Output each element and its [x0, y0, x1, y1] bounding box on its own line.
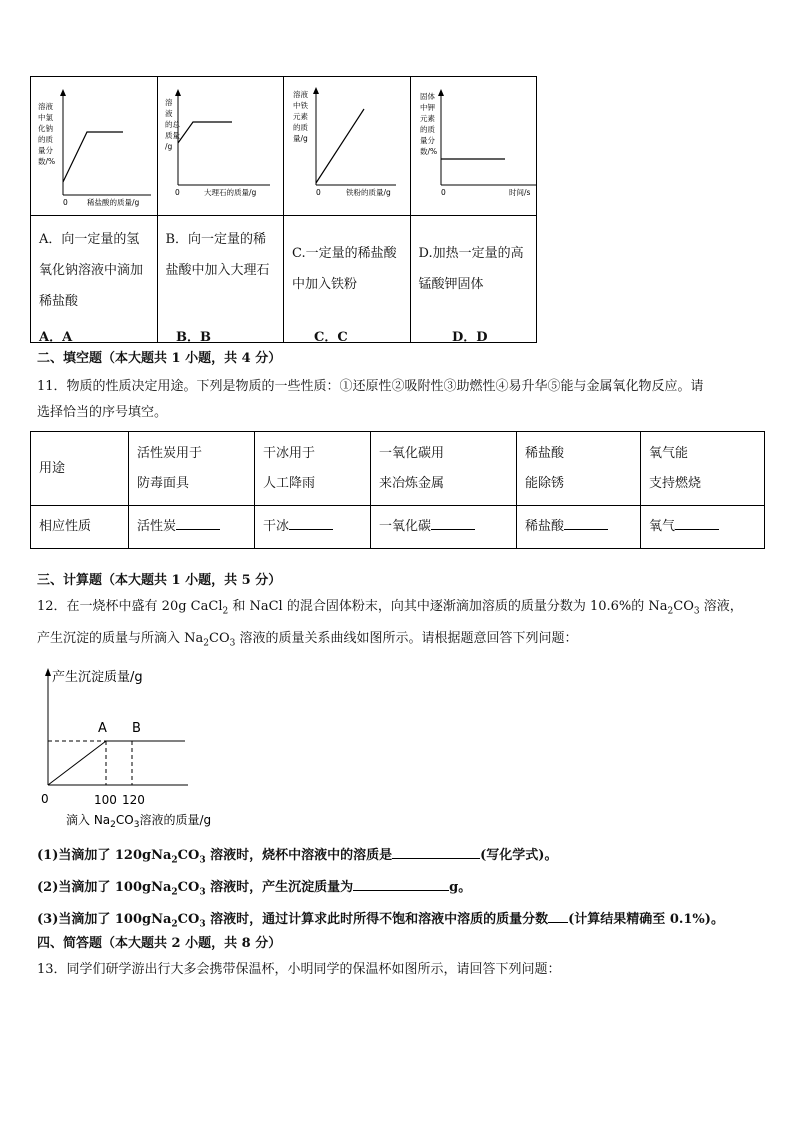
graph-d-ylabel-2: 中钾 — [419, 103, 435, 112]
q12-line-1: 12．在一烧杯中盛有 20g CaCl$_2$ 和 NaCl 的混合固体粉末，向其中逐渐滴加溶质的质量分数为 10.6%的 $Na_2CO_3$ 溶液， — [37, 599, 743, 617]
graph-cell-d — [410, 77, 537, 216]
use-carbon-monoxide: 一氧化碳用 来冶炼金属 — [371, 432, 517, 506]
point-b-label: B — [132, 721, 141, 736]
graph-d-ylabel-1: 固体 — [419, 92, 435, 101]
option-c-description: C.一定量的稀盐酸中加入铁粉 — [284, 216, 411, 343]
graph-a — [31, 77, 151, 211]
property-oxygen: 氧气 — [641, 506, 765, 549]
graph-b-ylabel-5: /g — [164, 142, 172, 151]
use-row-header: 用途 — [31, 432, 129, 506]
option-b[interactable]: B．B — [176, 330, 211, 345]
graph-c-origin: 0 — [316, 188, 321, 197]
graph-d-ylabel-3: 元素 — [419, 114, 435, 123]
tick-100: 100 — [94, 793, 117, 807]
option-d-description: D.加热一定量的高锰酸钾固体 — [410, 216, 537, 343]
answer-blank-1[interactable] — [392, 846, 480, 859]
option-a-description: A．向一定量的氢氧化钠溶液中滴加稀盐酸 — [31, 216, 158, 343]
property-dry-ice: 干冰 — [255, 506, 371, 549]
use-hydrochloric-acid: 稀盐酸 能除锈 — [517, 432, 641, 506]
q11-line-1: 11．物质的性质决定用途。下列是物质的一些性质：①还原性②吸附性③助燃性④易升华⑤能与金属氧化物反应。请 — [37, 379, 704, 394]
option-d[interactable]: D．D — [452, 330, 488, 345]
blank-hydrochloric-acid[interactable] — [564, 517, 608, 530]
graph-b-ylabel-3: 的总 — [164, 120, 180, 129]
graph-b-ylabel-1: 溶 — [164, 98, 172, 107]
graph-c-ylabel-5: 量/g — [293, 134, 308, 143]
blank-carbon-monoxide[interactable] — [431, 517, 475, 530]
graph-cell-c — [284, 77, 411, 216]
graph-a-xlabel: 稀盐酸的质量/g — [87, 198, 140, 207]
q11-line-2: 选择恰当的序号填空。 — [37, 405, 168, 420]
graph-c-ylabel-3: 元素 — [293, 112, 308, 121]
blank-oxygen[interactable] — [675, 517, 719, 530]
graph-cell-b — [157, 77, 284, 216]
blank-activated-carbon[interactable] — [176, 517, 220, 530]
q12-sub-1: (1)当滴加了 $120gNa_2CO_3$ 溶液时，烧杯中溶液中的溶质是 (写化学式)。 — [37, 848, 558, 866]
property-row-header: 相应性质 — [31, 506, 129, 549]
property-carbon-monoxide: 一氧化碳 — [371, 506, 517, 549]
graph-c-ylabel-2: 中铁 — [293, 101, 308, 110]
graph-a-ylabel-1: 溶液 — [38, 102, 53, 111]
blank-dry-ice[interactable] — [289, 517, 333, 530]
q12-sub-2: (2)当滴加了 $100gNa_2CO_3$ 溶液时，产生沉淀质量为 g。 — [37, 880, 472, 898]
graph-c-xlabel: 铁粉的质量/g — [346, 188, 391, 197]
q13-text: 13．同学们研学游出行大多会携带保温杯，小明同学的保温杯如图所示，请回答下列问题： — [37, 962, 561, 977]
graph-a-ylabel-6: 数/% — [38, 157, 56, 166]
graph-c-ylabel-4: 的质 — [293, 123, 308, 132]
graph-d-ylabel-6: 数/% — [419, 147, 437, 156]
tick-120: 120 — [122, 793, 145, 807]
precip-xlabel: 滴入 $Na_2CO_3$溶液的质量/g — [66, 813, 212, 830]
property-activated-carbon: 活性炭 — [129, 506, 255, 549]
graph-b-xlabel: 大理石的质量/g — [203, 188, 256, 197]
answer-blank-3[interactable] — [548, 910, 568, 923]
point-a-label: A — [98, 721, 107, 736]
graph-a-ylabel-5: 量分 — [38, 146, 53, 155]
q12-sub-3: (3)当滴加了 $100gNa_2CO_3$ 溶液时，通过计算求此时所得不饱和溶液中溶质的质量分数 (计算结果精确至 0.1%)。 — [37, 912, 724, 930]
precip-origin: 0 — [41, 792, 49, 806]
answer-blank-2[interactable] — [353, 878, 449, 891]
graph-d-ylabel-4: 的质 — [419, 125, 435, 134]
graph-d — [411, 77, 541, 211]
graph-a-ylabel-2: 中氯 — [38, 113, 53, 122]
use-activated-carbon: 活性炭用于 防毒面具 — [129, 432, 255, 506]
graph-d-origin: 0 — [440, 188, 446, 197]
graph-a-ylabel-3: 化钠 — [38, 124, 53, 133]
section-2-heading: 二、填空题（本大题共 1 小题，共 4 分） — [37, 351, 282, 366]
precip-ylabel: 产生沉淀质量/g — [52, 670, 143, 685]
option-c[interactable]: C．C — [314, 330, 348, 345]
graph-c-ylabel-1: 溶液 — [293, 90, 308, 99]
use-property-table — [30, 431, 765, 549]
q12-line-2: 产生沉淀的质量与所滴入 $Na_2CO_3$ 溶液的质量关系曲线如图所示。请根据题意回答下列问题： — [37, 631, 578, 649]
graph-d-xlabel: 时间/s — [508, 188, 530, 197]
precipitation-chart — [30, 660, 260, 832]
section-4-heading: 四、简答题（本大题共 2 小题，共 8 分） — [37, 936, 282, 951]
graph-d-ylabel-5: 量分 — [419, 136, 435, 145]
use-oxygen: 氧气能 支持燃烧 — [641, 432, 765, 506]
graph-b-origin: 0 — [174, 188, 180, 197]
option-b-description: B．向一定量的稀盐酸中加入大理石 — [157, 216, 284, 343]
property-hydrochloric-acid: 稀盐酸 — [517, 506, 641, 549]
section-3-heading: 三、计算题（本大题共 1 小题，共 5 分） — [37, 573, 282, 588]
option-a[interactable]: A．A — [39, 330, 73, 345]
use-dry-ice: 干冰用于 人工降雨 — [255, 432, 371, 506]
graph-c — [284, 77, 404, 211]
graph-a-ylabel-4: 的质 — [38, 135, 53, 144]
graph-options-table — [30, 76, 537, 343]
graph-b-ylabel-4: 质量 — [164, 131, 180, 140]
graph-cell-a — [31, 77, 158, 216]
graph-b — [158, 77, 278, 211]
graph-b-ylabel-2: 液 — [164, 109, 172, 118]
graph-a-origin: 0 — [63, 198, 68, 207]
